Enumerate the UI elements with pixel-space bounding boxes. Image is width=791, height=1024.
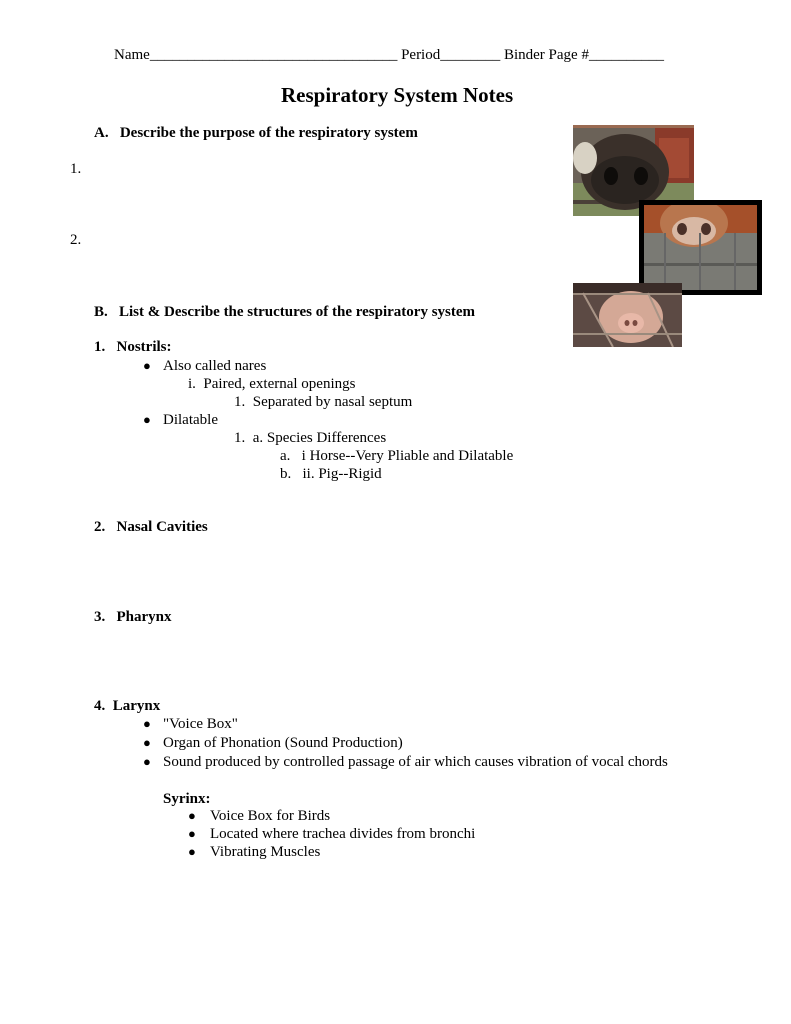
nostrils-sub-i: i. Paired, external openings — [188, 376, 356, 392]
pig-nose-photo — [573, 283, 682, 347]
section-a-item-1: 1. — [70, 161, 82, 177]
nostrils-sub-i-1: 1. Separated by nasal septum — [234, 394, 413, 410]
bullet-icon: ● — [188, 844, 196, 859]
nasal-cavities-heading: 2. Nasal Cavities — [94, 519, 208, 535]
larynx-bullet-2: Organ of Phonation (Sound Production) — [163, 735, 403, 751]
section-a-item-2: 2. — [70, 232, 82, 248]
larynx-bullet-3: Sound produced by controlled passage of air which causes vibration of vocal chords — [163, 754, 668, 770]
section-a-heading: A. Describe the purpose of the respiratory system — [94, 125, 418, 141]
header-line: Name_________________________________ Period________ Binder Page #__________ — [114, 47, 664, 63]
syrinx-bullet-3: Vibrating Muscles — [210, 844, 321, 860]
bullet-icon: ● — [143, 735, 151, 750]
page-title: Respiratory System Notes — [281, 83, 514, 107]
syrinx-bullet-1: Voice Box for Birds — [210, 808, 331, 824]
nostrils-bullet-2: Dilatable — [163, 412, 218, 428]
bullet-icon: ● — [143, 412, 151, 427]
bullet-icon: ● — [143, 716, 151, 731]
pharynx-heading: 3. Pharynx — [94, 609, 172, 625]
bullet-icon: ● — [143, 754, 151, 769]
bullet-icon: ● — [143, 358, 151, 373]
nostrils-bullet-1: Also called nares — [163, 358, 267, 374]
section-b-heading: B. List & Describe the structures of the respiratory system — [94, 304, 476, 320]
syrinx-bullet-2: Located where trachea divides from bronchi — [210, 826, 476, 842]
bullet-icon: ● — [188, 808, 196, 823]
syrinx-heading: Syrinx: — [163, 791, 211, 807]
bullet-icon: ● — [188, 826, 196, 841]
horse-nose-photo — [639, 200, 762, 295]
nostrils-sub-2-1: 1. a. Species Differences — [234, 430, 387, 446]
nostrils-sub-a: a. i Horse--Very Pliable and Dilatable — [280, 448, 514, 464]
nostrils-sub-b: b. ii. Pig--Rigid — [280, 466, 382, 482]
nostrils-heading: 1. Nostrils: — [94, 339, 172, 355]
larynx-bullet-1: "Voice Box" — [163, 716, 238, 732]
larynx-heading: 4. Larynx — [94, 698, 161, 714]
